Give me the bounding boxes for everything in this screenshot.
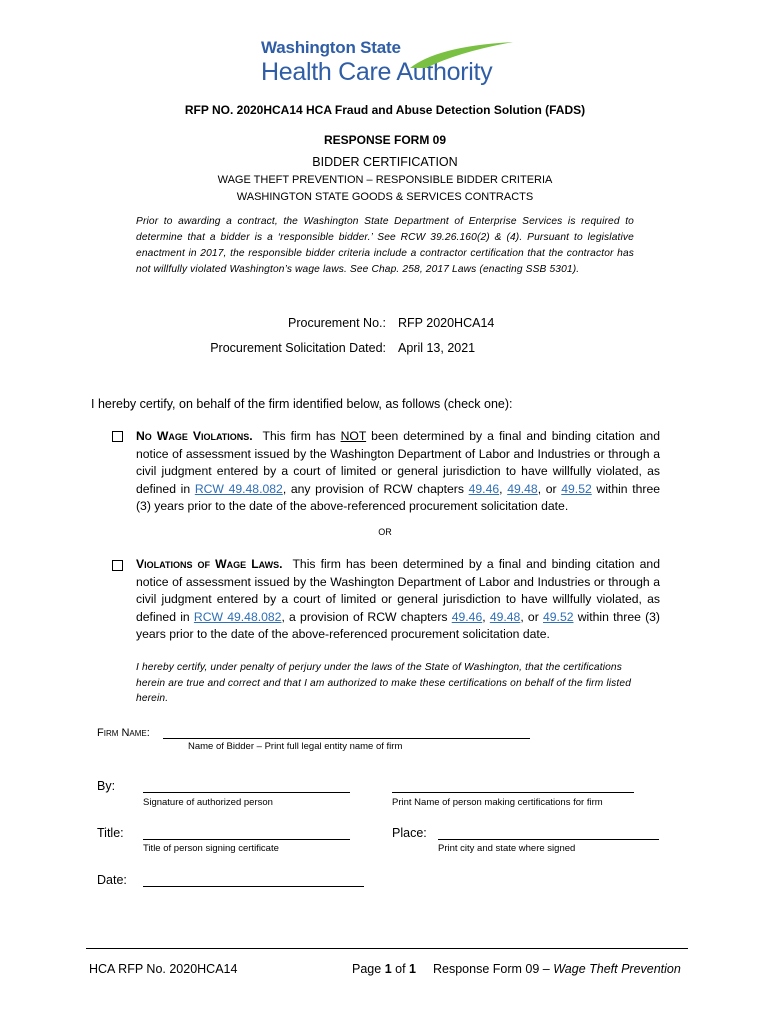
footer-rule (86, 948, 688, 949)
footer-form-plain: Response Form 09 – (433, 962, 550, 976)
certify-statement: I hereby certify, on behalf of the firm identified below, as follows (check one): (91, 397, 513, 411)
option-violations-of-wage-laws: Violations of Wage Laws. This firm has been determined by a final and binding citation and notice of assessment issued by the Washington Department of Labor and Industries or through a civil judgment entered by a court of limited or general jurisdiction to have willfully violated, as defined in RCW 49.48.082, a provision of RCW chapters 49.46, 49.48, or 49.52 within three (3) years prior to the date of the above-referenced procurement solicitation date. (136, 557, 660, 641)
footer-form-name (433, 962, 681, 976)
option1-text-b: been determined by a final and binding citation and notice of assessment issued by the Washington Department of Labor and Industries or through a civil judgment entered by a court of limited or general jurisdiction to have willfully violated, as defined in (136, 429, 660, 496)
rcw-49-52-link[interactable]: 49.52 (543, 609, 574, 624)
title-caption: Title of person signing certificate (143, 843, 279, 854)
option1-or-word: , or (537, 481, 557, 496)
procurement-dated-value: April 13, 2021 (398, 341, 476, 355)
footer-page-word: Page (352, 962, 382, 976)
violations-of-wage-laws-checkbox[interactable] (112, 560, 123, 571)
option1-text-d: within three (3) years prior to the date of the above-referenced procurement solicitation date. (136, 481, 661, 513)
procurement-number-label: Procurement No.: (288, 316, 386, 330)
subtitle-wage-theft: WAGE THEFT PREVENTION – RESPONSIBLE BIDDER CRITERIA (217, 174, 553, 186)
print-name-line[interactable] (392, 792, 634, 793)
rcw-49-48-link[interactable]: 49.48 (507, 481, 538, 496)
option1-text-c: , any provision of RCW chapters (282, 481, 464, 496)
option2-text-c: , a provision of RCW chapters (281, 609, 448, 624)
intro-paragraph: Prior to awarding a contract, the Washington State Department of Enterprise Services is required to determine that a bidder is a ‘responsible bidder.’ See RCW 39.26.160(2) & (4). Pursuant to legislative enactment in 2017, the responsible bidder criteria include a contractor certification that the contractor has not willfully violated Washington’s wage laws. See Chap. 258, 2017 Laws (enacting SSB 5301). (136, 216, 634, 275)
place-line[interactable] (438, 839, 659, 840)
option-no-wage-violations: No Wage Violations. This firm has NOT been determined by a final and binding citation and notice of assessment issued by the Washington Department of Labor and Industries or through a civil judgment entered by a court of limited or general jurisdiction to have willfully violated, as defined in RCW 49.48.082, any provision of RCW chapters 49.46, 49.48, or 49.52 within three (3) years prior to the date of the above-referenced procurement solicitation date. (136, 429, 661, 513)
by-label: By: (97, 779, 116, 793)
subtitle-goods-services: WASHINGTON STATE GOODS & SERVICES CONTRACTS (236, 191, 534, 203)
signature-line[interactable] (143, 792, 350, 793)
option1-lead: No Wage Violations. (136, 429, 253, 443)
logo-swoosh-icon (408, 38, 518, 72)
no-wage-violations-checkbox[interactable] (112, 431, 123, 442)
footer-rfp-number: HCA RFP No. 2020HCA14 (89, 962, 238, 976)
title-line[interactable] (143, 839, 350, 840)
or-separator: OR (378, 527, 392, 537)
logo-line2-text: Health Care (261, 58, 392, 86)
place-label: Place: (392, 826, 427, 840)
rcw-49-46-link[interactable]: 49.46 (468, 481, 500, 496)
footer-page-number (352, 962, 416, 976)
firm-name-caption: Name of Bidder – Print full legal entity name of firm (188, 741, 403, 752)
logo-a-letter: A (396, 58, 413, 86)
footer-of-word: of (395, 962, 406, 976)
footer-page-num: 1 (384, 962, 392, 976)
date-label: Date: (97, 873, 127, 887)
rcw-49-46-link[interactable]: 49.46 (451, 609, 483, 624)
form-number: RESPONSE FORM 09 (323, 133, 447, 147)
option1-not: NOT (340, 429, 367, 443)
signature-caption: Signature of authorized person (143, 797, 273, 808)
rcw-49-48-082-link[interactable]: RCW 49.48.082 (193, 609, 282, 624)
print-name-caption: Print Name of person making certifications for firm (392, 797, 603, 808)
form-title: BIDDER CERTIFICATION (312, 155, 458, 169)
title-label: Title: (97, 826, 124, 840)
rcw-49-52-link[interactable]: 49.52 (561, 481, 592, 496)
procurement-number-value: RFP 2020HCA14 (398, 316, 495, 330)
perjury-statement: I hereby certify, under penalty of perjury under the laws of the State of Washington, that the certifications herein are true and correct and that I am authorized to make these certifications on behalf of the firm listed herein. (136, 662, 632, 704)
logo-line1: Washington State (261, 38, 401, 57)
place-caption: Print city and state where signed (438, 843, 576, 854)
date-line[interactable] (143, 886, 364, 887)
procurement-dated-label: Procurement Solicitation Dated: (210, 341, 386, 355)
hca-logo (258, 36, 518, 94)
rcw-49-48-082-link[interactable]: RCW 49.48.082 (194, 481, 283, 496)
logo-line2-rest: uthority (412, 58, 493, 86)
option2-or-word: , or (520, 609, 539, 624)
option2-text-a: This firm has been determined by a final and binding citation and notice of assessment issued by the Washington Department of Labor and Industries or through a civil judgment entered by a court of limited or general jurisdiction to have willfully violated, as defined in (136, 557, 660, 624)
footer-form-italic: Wage Theft Prevention (553, 962, 681, 976)
rfp-title: RFP NO. 2020HCA14 HCA Fraud and Abuse Detection Solution (FADS) (184, 103, 586, 117)
option2-text-d: within three (3) years prior to the date of the above-referenced procurement solicitation date. (136, 609, 660, 641)
firm-name-label: Firm Name: (97, 727, 150, 739)
option2-lead: Violations of Wage Laws. (136, 557, 283, 571)
footer-page-total: 1 (409, 962, 416, 976)
option1-text-a: This firm has (262, 429, 336, 443)
rcw-49-48-link[interactable]: 49.48 (489, 609, 521, 624)
firm-name-line[interactable] (163, 738, 530, 739)
